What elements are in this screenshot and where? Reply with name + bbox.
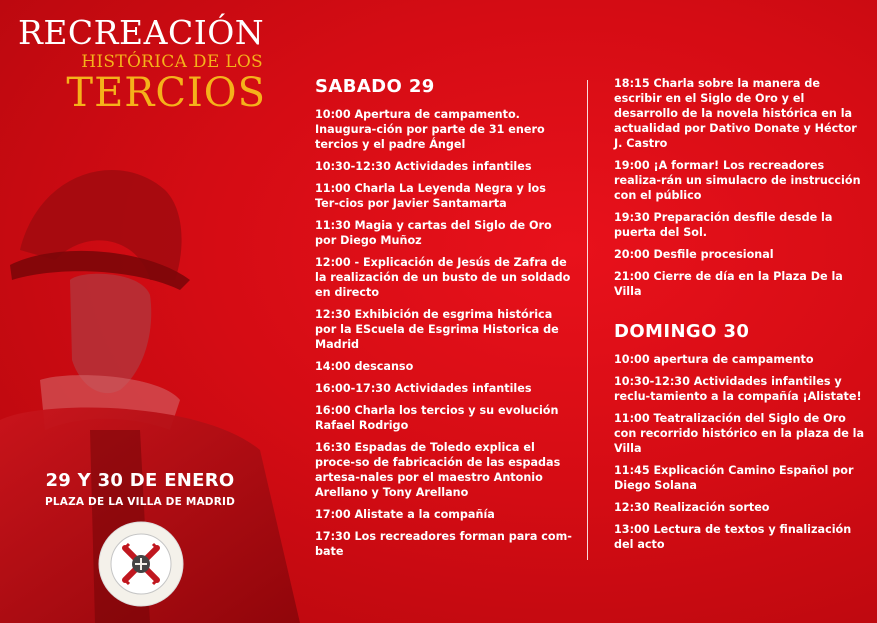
event-place: PLAZA DE LA VILLA DE MADRID: [44, 496, 236, 508]
sunday-heading: DOMINGO 30: [614, 321, 750, 342]
schedule-item: 10:00 apertura de campamento: [614, 353, 814, 366]
title-line-2: HISTÓRICA DE LOS: [81, 52, 263, 72]
schedule-item: 20:00 Desfile procesional: [614, 248, 774, 261]
schedule-item: 12:30 Realización sorteo: [614, 501, 770, 514]
schedule-item: 11:00 Charla La Leyenda Negra y los Ter-cios por Javier Santamarta: [315, 182, 546, 210]
schedule-item: 10:00 Apertura de campamento. Inaugura-ción por parte de 31 enero tercios y el padre Ángel: [315, 108, 545, 151]
schedule-item: 12:00 - Explicación de Jesús de Zafra de la realización de un busto de un soldado en directo: [315, 256, 571, 299]
schedule-item: 16:30 Espadas de Toledo explica el proce-so de fabricación de las espadas artesa-nales por el maestro Antonio Arellano y Tony Arellano: [315, 441, 561, 499]
schedule-item: 13:00 Lectura de textos y finalización del acto: [614, 523, 852, 551]
association-seal: [97, 520, 185, 608]
schedule-item: 21:00 Cierre de día en la Plaza De la Villa: [614, 270, 843, 298]
schedule-item: 14:00 descanso: [315, 360, 414, 373]
schedule-item: 11:00 Teatralización del Siglo de Oro con recorrido histórico en la plaza de la Villa: [614, 412, 865, 455]
title-line-3: TERCIOS: [66, 70, 266, 116]
schedule-item: 11:30 Magia y cartas del Siglo de Oro por Diego Muñoz: [315, 219, 552, 247]
schedule-item: 17:00 Alistate a la compañía: [315, 508, 495, 521]
poster-title: [18, 14, 278, 114]
schedule-item: 19:00 ¡A formar! Los recreadores realiza-rán un simulacro de instrucción con el público: [614, 159, 861, 202]
schedule-item: 16:00 Charla los tercios y su evolución Rafael Rodrigo: [315, 404, 559, 432]
saturday-column: [315, 76, 573, 566]
schedule-item: 10:30-12:30 Actividades infantiles y reclu-tamiento a la compañía ¡Alistate!: [614, 375, 862, 403]
saturday-heading: SABADO 29: [315, 76, 435, 97]
schedule-item: 19:30 Preparación desfile desde la puerta del Sol.: [614, 211, 833, 239]
schedule-item: 12:30 Exhibición de esgrima histórica por la EScuela de Esgrima Historica de Madrid: [315, 308, 559, 351]
schedule-item: 18:15 Charla sobre la manera de escribir en el Siglo de Oro y el desarrollo de la novela histórica en la actualidad por Dativo Donate y Héctor J. Castro: [614, 77, 857, 150]
schedule-item: 10:30-12:30 Actividades infantiles: [315, 160, 532, 173]
schedule-item: 16:00-17:30 Actividades infantiles: [315, 382, 532, 395]
schedule-item: 17:30 Los recreadores forman para com-bate: [315, 530, 572, 558]
right-column: [614, 76, 869, 559]
title-line-1: RECREACIÓN: [18, 13, 265, 52]
column-divider: [587, 80, 588, 560]
event-dates: 29 Y 30 DE ENERO: [45, 470, 235, 491]
schedule-item: 11:45 Explicación Camino Español por Diego Solana: [614, 464, 854, 492]
